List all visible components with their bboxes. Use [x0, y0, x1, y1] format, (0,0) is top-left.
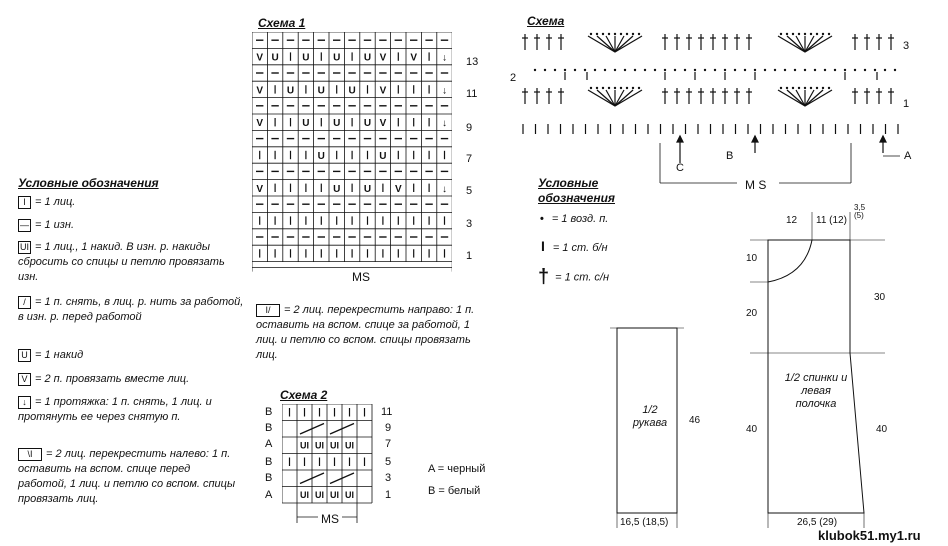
legend-item-yarnover: U = 1 накид — [18, 348, 248, 363]
svg-text:U: U — [271, 52, 279, 64]
svg-text:U: U — [363, 52, 372, 64]
schema2-letter-3: A — [265, 438, 273, 450]
svg-text:U: U — [302, 118, 310, 130]
svg-text:U: U — [333, 118, 341, 130]
svg-text:UI: UI — [300, 440, 309, 451]
pattern-diagram — [600, 210, 930, 540]
yarnover-symbol-icon: U — [18, 349, 31, 362]
schema2-letter-6: A — [265, 489, 273, 501]
svg-text:UI: UI — [330, 489, 339, 500]
svg-text:↓: ↓ — [442, 118, 447, 130]
schema2-row-9: 9 — [385, 422, 392, 434]
crochet-legend-chain: • = 1 возд. п. — [540, 213, 609, 225]
schema2-letter-2: B — [265, 422, 273, 434]
color-legend-b: B = белый — [428, 485, 481, 497]
svg-text:U: U — [363, 118, 372, 130]
schema1-title: Схема 1 — [258, 16, 306, 30]
dim-body-right-lower: 40 — [876, 424, 888, 435]
k2tog-symbol-icon: V — [18, 373, 31, 386]
svg-text:U: U — [317, 85, 325, 97]
dim-top-left: 12 — [786, 215, 798, 226]
chain-symbol-icon: • — [540, 213, 544, 225]
legend-item-skp: ↓ = 1 протяжка: 1 п. снять, 1 лиц. и протянуть ее через снятую п. — [18, 396, 212, 423]
watermark: klubok51.my1.ru — [818, 528, 921, 543]
svg-text:U: U — [333, 52, 341, 64]
svg-text:↓: ↓ — [442, 52, 447, 64]
schema2-letter-4: B — [265, 456, 273, 468]
purl-symbol-icon: — — [20, 219, 29, 230]
svg-text:UI: UI — [345, 489, 354, 500]
svg-text:U: U — [348, 85, 356, 97]
crochet-marker-a: A — [904, 150, 912, 162]
svg-text:U: U — [333, 183, 341, 195]
knit-yarnover-symbol-icon: UI — [20, 241, 29, 252]
schema2-letter-5: B — [265, 472, 273, 484]
svg-text:V: V — [379, 52, 387, 64]
schema1-row-13: 13 — [466, 56, 479, 68]
crochet-marker-c: C — [676, 162, 684, 174]
schema2-row-7: 7 — [385, 438, 392, 450]
crochet-legend-dc: † = 1 ст. с/н — [538, 266, 610, 288]
body-label: 1/2 спинки и левая полочка — [784, 372, 848, 410]
schema1-row-7: 7 — [466, 153, 473, 165]
dim-sleeve-width: 16,5 (18,5) — [620, 517, 669, 528]
color-legend-a: A = черный — [428, 463, 486, 475]
legend-title: Условные обозначения — [18, 176, 159, 190]
schema1-row-9: 9 — [466, 122, 473, 134]
sleeve-label: 1/2 рукава — [632, 404, 668, 429]
legend-item-k2tog: V = 2 п. провязать вместе лиц. — [18, 372, 248, 387]
schema1-row-5: 5 — [466, 185, 473, 197]
svg-text:V: V — [256, 183, 264, 195]
schema1-grid — [252, 32, 452, 282]
schema1-row-3: 3 — [466, 218, 473, 230]
svg-text:V: V — [379, 118, 387, 130]
svg-text:V: V — [394, 183, 402, 195]
legend-item-knit: I = 1 лиц. — [18, 195, 248, 210]
svg-text:↓: ↓ — [442, 183, 447, 195]
svg-text:U: U — [302, 52, 310, 64]
svg-text:UI: UI — [300, 489, 309, 500]
svg-text:V: V — [256, 52, 264, 64]
skp-symbol-icon: ↓ — [18, 396, 31, 409]
schema2-ms-label: MS — [318, 512, 342, 526]
schema2-row-11: 11 — [381, 406, 393, 418]
dim-top-right: 11 (12) — [816, 215, 847, 226]
dim-neck: 10 — [746, 253, 758, 264]
crochet-legend-title: Условные обозначения — [538, 176, 615, 205]
slip-symbol-icon: / — [18, 296, 31, 309]
crochet-row-1: 1 — [903, 98, 910, 110]
crochet-row-2: 2 — [510, 72, 517, 84]
svg-text:U: U — [363, 183, 372, 195]
schema1-row-1: 1 — [466, 250, 473, 262]
svg-text:↓: ↓ — [442, 85, 447, 97]
dc-symbol-icon: † — [538, 266, 550, 288]
svg-text:V: V — [379, 85, 387, 97]
svg-text:U: U — [379, 151, 387, 162]
svg-text:UI: UI — [345, 440, 354, 451]
dim-body-width: 26,5 (29) — [797, 517, 838, 528]
legend-item-knit-yarnover: UI = 1 лиц., 1 накид. В изн. р. накиды сбросить со спицы и петлю провязать изн. — [18, 241, 225, 283]
cross-right-symbol-icon: I/ — [256, 304, 280, 317]
crochet-ms-label: M S — [742, 178, 769, 192]
svg-text:UI: UI — [315, 489, 324, 500]
svg-text:V: V — [410, 52, 418, 64]
svg-text:U: U — [286, 85, 295, 97]
dim-sleeve-height: 46 — [689, 415, 701, 426]
sc-symbol-icon: I — [541, 238, 545, 254]
crochet-row-3: 3 — [903, 40, 910, 52]
cross-left-symbol-icon: \I — [18, 448, 42, 461]
legend-item-cross-left: \I = 2 лиц. перекрестить налево: 1 п. оставить на вспом. спице перед работой, 1 лиц. и петлю со вспом. спицы провязать лиц. — [18, 448, 236, 505]
schema2-title: Схема 2 — [280, 388, 328, 402]
legend-item-purl: — = 1 изн. — [20, 219, 74, 231]
legend-item-cross-right: I/ = 2 лиц. перекрестить направо: 1 п. оставить на вспом. спице за работой, 1 лиц. и петлю со вспом. спицы провязать лиц. — [256, 304, 475, 361]
schema2-row-5: 5 — [385, 456, 392, 468]
svg-text:V: V — [256, 85, 264, 97]
dim-body-lower: 40 — [746, 424, 758, 435]
schema2-letter-1: B — [265, 406, 273, 418]
crochet-legend-sc: I = 1 ст. б/н — [541, 238, 608, 254]
knit-symbol-icon: I — [18, 196, 31, 209]
svg-text:UI: UI — [330, 440, 339, 451]
legend-item-slip: / = 1 п. снять, в лиц. р. нить за работой, в изн. р. перед работой — [18, 296, 244, 323]
svg-text:U: U — [317, 151, 325, 162]
dim-upper-total: 30 — [874, 292, 886, 303]
schema1-ms-label: MS — [349, 270, 373, 284]
svg-text:V: V — [256, 118, 264, 130]
schema1-row-11: 11 — [466, 88, 478, 100]
schema2-row-1: 1 — [385, 489, 392, 501]
dim-armhole: 20 — [746, 308, 758, 319]
crochet-title: Схема — [527, 14, 565, 28]
crochet-chart — [515, 28, 915, 198]
svg-text:UI: UI — [315, 440, 324, 451]
crochet-marker-b: B — [726, 150, 734, 162]
schema2-row-3: 3 — [385, 472, 392, 484]
dim-top-edge: 3,5 (5) — [854, 203, 866, 220]
